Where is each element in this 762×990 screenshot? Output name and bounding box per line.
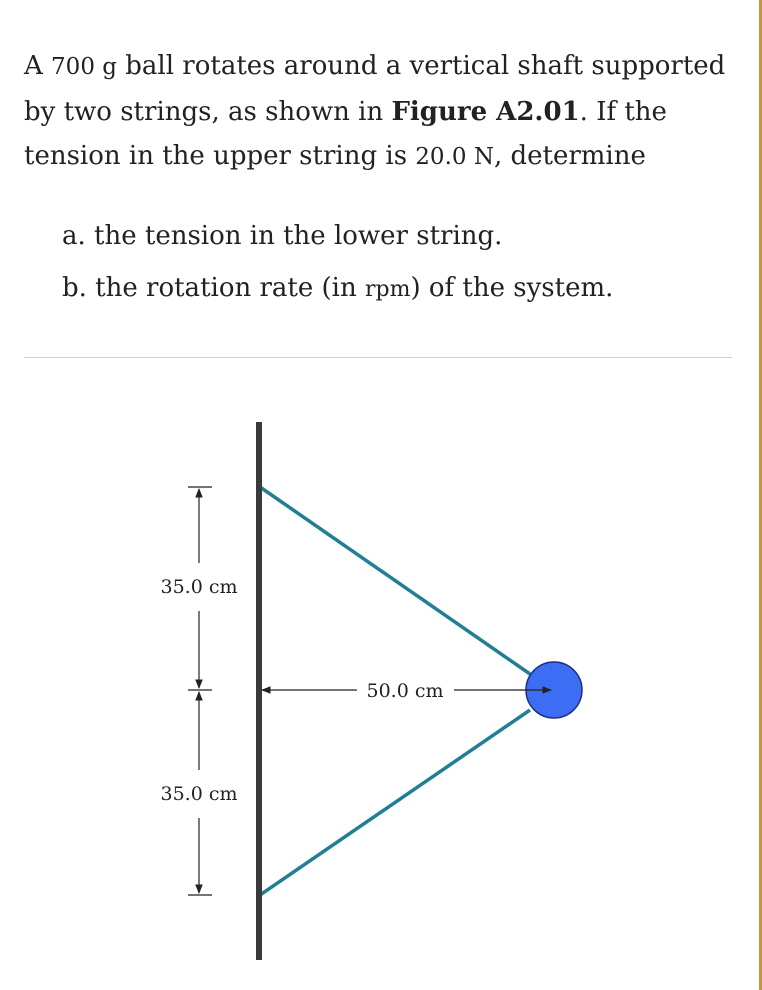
problem-text-end: , determine	[493, 141, 646, 171]
part-a-text: the tension in the lower string.	[85, 221, 503, 251]
problem-text-start: A	[24, 51, 52, 81]
figure-reference: Figure A2.01	[391, 96, 580, 127]
part-b-unit: rpm	[365, 277, 411, 302]
mass-unit: g	[94, 54, 117, 80]
problem-text-tension-intro: . If the tension in the upper string is	[24, 96, 667, 171]
part-b-text-before: the rotation rate (in	[86, 273, 365, 303]
lower-dimension-label: 35.0 cm	[160, 783, 238, 805]
mass-value: 700	[51, 54, 95, 80]
part-b-text-after: ) of the system.	[410, 273, 614, 303]
radius-dimension-label: 50.0 cm	[366, 680, 444, 702]
vertical-shaft	[256, 422, 262, 960]
upper-string	[260, 487, 530, 674]
part-b-label: b.	[62, 273, 87, 303]
part-a-label: a.	[62, 221, 86, 251]
upper-dimension-label: 35.0 cm	[160, 576, 238, 598]
tension-unit: N	[466, 144, 494, 170]
tension-value: 20.0	[415, 144, 467, 170]
lower-string	[260, 710, 530, 895]
problem-text-middle: ball rotates around a vertical shaft supported by two strings, as shown in	[24, 51, 726, 127]
